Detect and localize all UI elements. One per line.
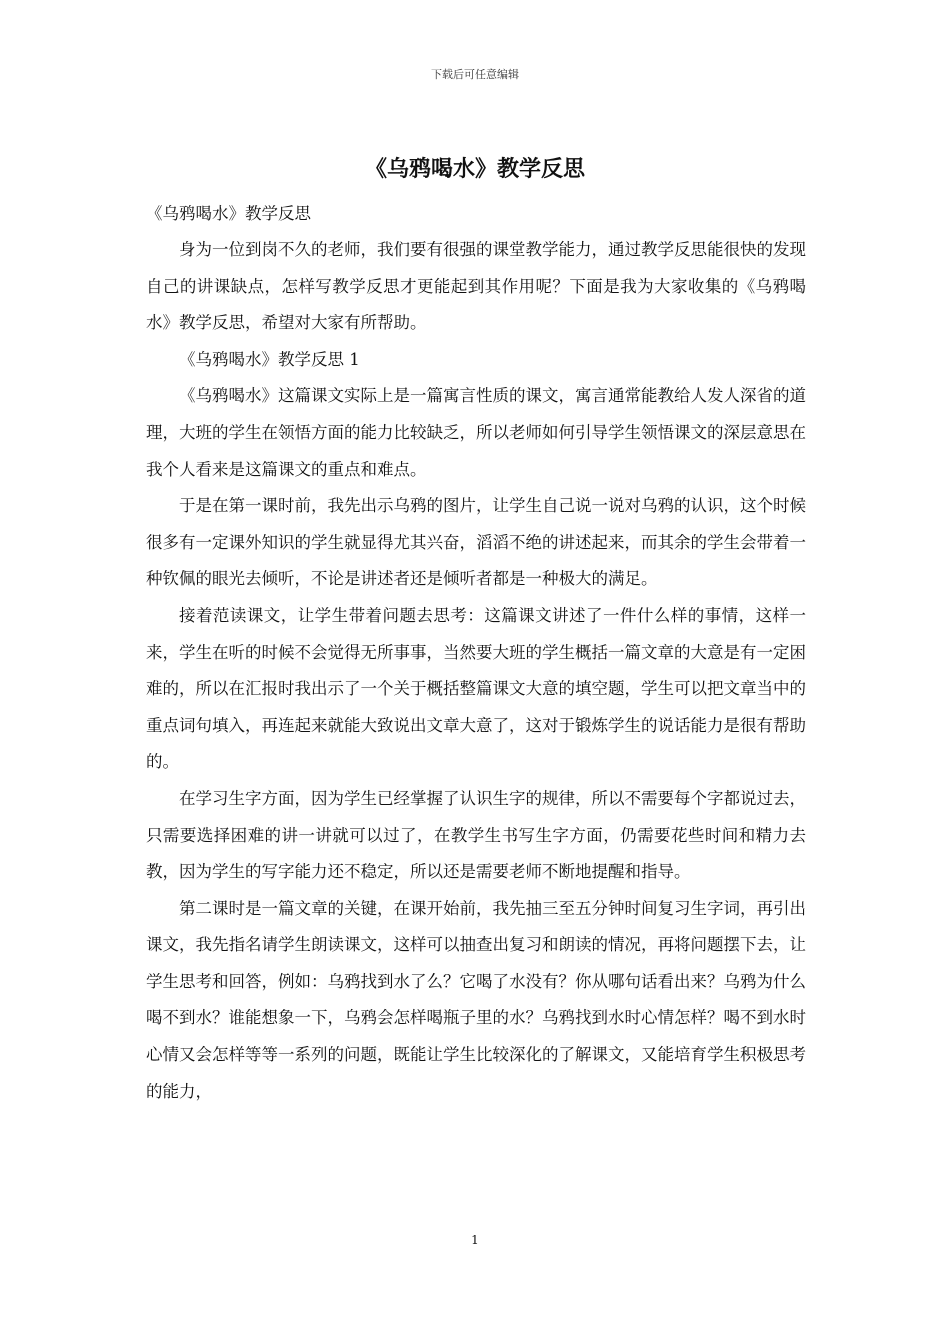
document-subtitle: 《乌鸦喝水》教学反思 [146, 204, 311, 223]
page-header-note: 下载后可任意编辑 [431, 68, 519, 81]
document-title: 《乌鸦喝水》教学反思 [364, 156, 585, 182]
page-number: 1 [471, 1233, 479, 1247]
body-paragraph-5: 第二课时是一篇文章的关键，在课开始前，我先抽三至五分钟时间复习生字词，再引出课文，我先指名请学生朗读课文，这样可以抽查出复习和朗读的情况，再将问题摆下去，让学生思考和回答，例如：乌鸦找到水了么？它喝了水没有？你从哪句话看出来？乌鸦为什么喝不到水？谁能想象一下，乌鸦会怎样喝瓶子里的水？乌鸦找到水时心情怎样？喝不到水时心情又会怎样等等一系列的问题，既能让学生比较深化的了解课文，又能培育学生积极思考的能力， [146, 898, 806, 1101]
body-paragraph-3: 接着范读课文，让学生带着问题去思考：这篇课文讲述了一件什么样的事情，这样一来，学生在听的时候不会觉得无所事事，当然要大班的学生概括一篇文章的大意是有一定困难的，所以在汇报时我出示了一个关于概括整篇课文大意的填空题，学生可以把文章当中的重点词句填入，再连起来就能大致说出文章大意了，这对于锻炼学生的说话能力是很有帮助的。 [146, 605, 806, 772]
section-heading: 《乌鸦喝水》教学反思 1 [179, 349, 360, 369]
document-body [146, 196, 806, 1110]
body-paragraph-4: 在学习生字方面，因为学生已经掌握了认识生字的规律，所以不需要每个字都说过去，只需要选择困难的讲一讲就可以过了，在教学生书写生字方面，仍需要花些时间和精力去教，因为学生的写字能力还不稳定，所以还是需要老师不断地提醒和指导。 [146, 788, 806, 882]
body-paragraph-1: 《乌鸦喝水》这篇课文实际上是一篇寓言性质的课文，寓言通常能教给人发人深省的道理，大班的学生在领悟方面的能力比较缺乏，所以老师如何引导学生领悟课文的深层意思在我个人看来是这篇课文的重点和难点。 [146, 386, 806, 479]
intro-paragraph: 身为一位到岗不久的老师，我们要有很强的课堂教学能力，通过教学反思能很快的发现自己的讲课缺点，怎样写教学反思才更能起到其作用呢？下面是我为大家收集的《乌鸦喝水》教学反思，希望对大家有所帮助。 [146, 240, 806, 333]
body-paragraph-2: 于是在第一课时前，我先出示乌鸦的图片，让学生自己说一说对乌鸦的认识，这个时候很多有一定课外知识的学生就显得尤其兴奋，滔滔不绝的讲述起来，而其余的学生会带着一种钦佩的眼光去倾听，不论是讲述者还是倾听者都是一种极大的满足。 [146, 496, 806, 589]
